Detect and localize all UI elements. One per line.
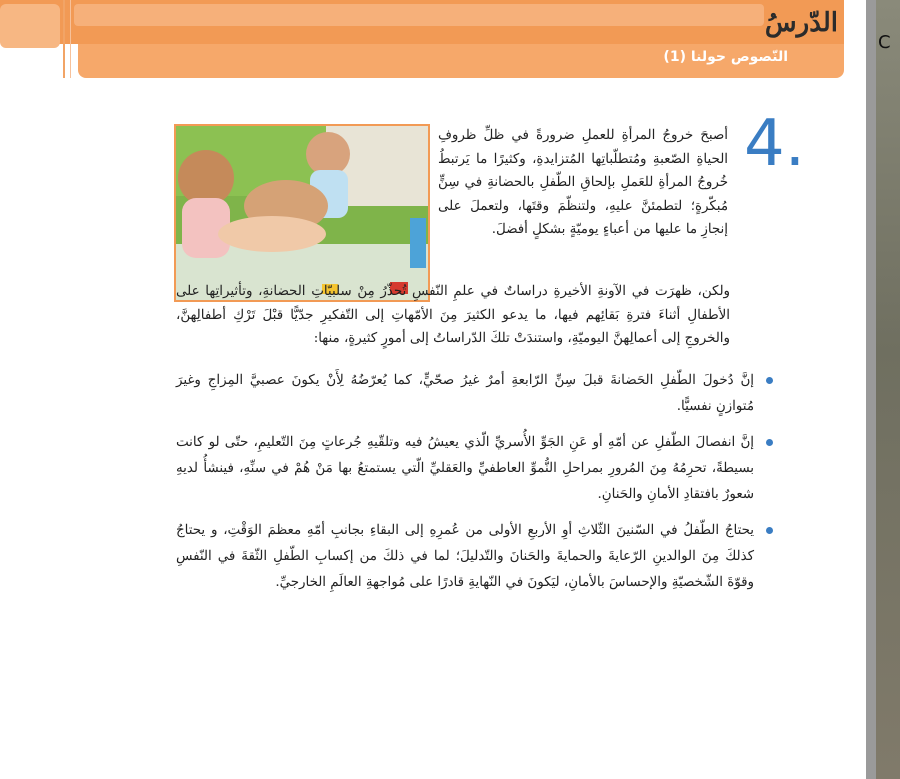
children-illustration: [176, 126, 428, 300]
list-item: يحتاجُ الطّفلُ في السّنينَ الثّلاثِ أوِ الأربعِ الأولى من عُمرِهِ إلى البقاءِ بجانبِ أمّهِ معظمَ الوَقْتِ، و يحتاجُ كذلكَ مِنَ الوالدينِ الرّعايةَ والحمايةَ والحَنانَ والتّدليلَ؛ لما في ذلكَ من إكسابِ الطّفلِ الثّقةَ في النّفسِ وقوّةَ الشّخصيّةِ والإحساسَ بالأمانِ، ليَكونَ في النّهايةِ قادرًا على مُواجهةِ العالَمِ الخارجيِّ.: [176, 523, 754, 590]
header-divider-thin: [70, 0, 71, 78]
edge-glyph: C: [878, 32, 891, 53]
list-item: إنَّ انفصالَ الطّفلِ عن أمّهِ أو عَنِ الجَوِّ الأُسريِّ الّذي يعيشُ فيه وتلقّيهِ جُرعاتٍ مِنَ التّعليمِ، حتّى لو كانت بسيطةً، تحرِمُهُ مِنَ المُرورِ بمراحلِ النُّموِّ العاطفيِّ والعَقليِّ الّتي يستمتعُ بها مَنْ هُمْ في سنِّهِ، فينشأُ لديهِ شعورٌ بافتقادِ الأمانِ والحَنانِ.: [176, 435, 754, 502]
header-divider: [63, 0, 65, 78]
bullet-icon: [766, 439, 773, 446]
header-tab-left: [0, 4, 60, 48]
section-number: 4.: [744, 107, 806, 181]
bullet-icon: [766, 527, 773, 534]
window-edge-inner: [866, 0, 876, 779]
lesson-title: الدّرسُ: [764, 8, 838, 38]
list-item: إنَّ دُخولَ الطّفلِ الحَضانةَ قبلَ سِنِّ الرّابعةِ أمرٌ غيرُ صحّيٍّ، كما يُعرّضُهُ لِأَنْ يكونَ عصبيَّ المِزاجِ وغيرَ مُتوازنٍ نفسيًّا.: [176, 373, 754, 414]
lesson-subtitle: النّصوص حولنا (1): [663, 49, 788, 65]
intro-paragraph: أصبحَ خروجُ المرأةِ للعملِ ضرورةً في ظلِّ ظروفِ الحياةِ الصّعبةِ ومُتطلّباتِها المُتزايدةِ، وكثيرًا ما يَرتبطُ خُروجُ المرأةِ للعَملِ بإلحاقِ الطّفلِ بالحضانةِ في سِنٍّ مُبكّرةٍ؛ لتطمئنَّ عليهِ، ولتنظّمَ وقتَها، ولتعملَ على إنجازِ ما عليها من أعباءٍ يوميّةٍ بشكلٍ أفضلَ.: [438, 128, 728, 237]
intro-paragraph-continued: ولكن، ظهرَت في الآونةِ الأخيرةِ دراساتٌ في علمِ النّفسِ تُحذّرُ مِنْ سلبيّاتِ الحضانةِ، وتأثيراتِها على الأطفالِ أثناءَ فترةِ بَقائِهم فيها، ما يدعو الكثيرَ مِنَ الأمّهاتِ إلى التّفكيرِ جدّيًّا قبْلَ تَرْكِ أطفالِهنَّ، والخروجِ إلى أعمالِهنَّ اليوميّةِ، واستندَتْ تلكَ الدّراساتُ إلى أمورٍ كثيرةٍ، منها:: [176, 284, 730, 346]
header-highlight-band: [74, 4, 764, 26]
children-photo: [174, 124, 430, 302]
window-edge-strip: [866, 0, 900, 779]
bullet-icon: [766, 377, 773, 384]
